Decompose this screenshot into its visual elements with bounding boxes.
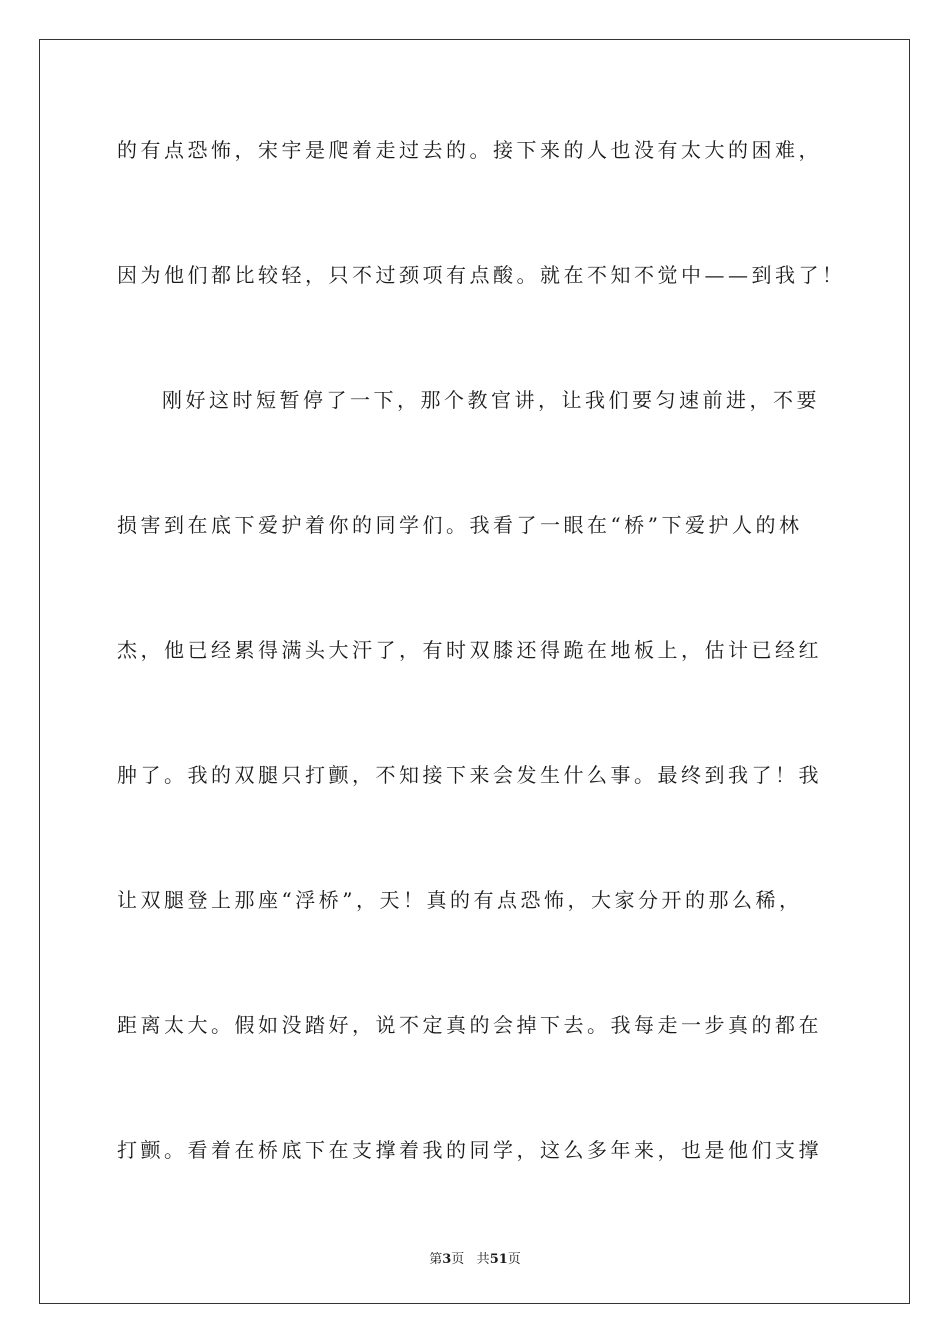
page-prefix: 第 [429,1252,443,1267]
text-line-6: 肿了。我的双腿只打颤，不知接下来会发生什么事。最终到我了！我 [117,763,822,787]
text-line-7: 让双腿登上那座“浮桥”，天！真的有点恐怖，大家分开的那么稀， [117,888,803,912]
total-suffix: 页 [507,1252,521,1267]
total-prefix: 共 [476,1252,490,1267]
page-footer [0,1248,950,1267]
page-frame [39,39,910,1304]
text-line-8: 距离太大。假如没踏好，说不定真的会掉下去。我每走一步真的都在 [117,1013,822,1037]
text-line-3: 刚好这时短暂停了一下，那个教官讲，让我们要匀速前进，不要 [162,388,820,412]
text-line-2: 因为他们都比较轻，只不过颈项有点酸。就在不知不觉中——到我了！ [117,263,846,287]
total-pages: 51 [489,1252,508,1267]
page-suffix: 页 [451,1252,465,1267]
text-line-1: 的有点恐怖，宋宇是爬着走过去的。接下来的人也没有太大的困难， [117,138,822,162]
page-number: 3 [442,1252,452,1267]
text-line-5: 杰，他已经累得满头大汗了，有时双膝还得跪在地板上，估计已经红 [117,638,822,662]
text-line-9: 打颤。看着在桥底下在支撑着我的同学，这么多年来，也是他们支撑 [117,1138,822,1162]
text-line-4: 损害到在底下爱护着你的同学们。我看了一眼在“桥”下爱护人的林 [117,513,803,537]
